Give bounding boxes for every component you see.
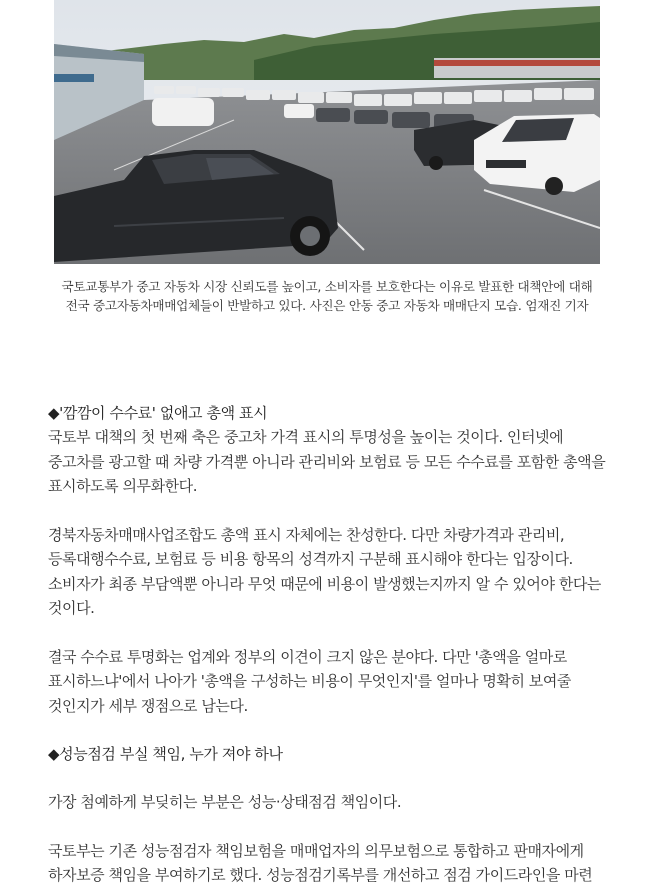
paragraph-4: 가장 첨예하게 부딪히는 부분은 성능·상태점검 책임이다.: [48, 793, 402, 811]
paragraph-5: 국토부는 기존 성능점검자 책임보험을 매매업자의 의무보험으로 통합하고 판매자에게 하자보증 책임을 부여하기로 했다. 성능점검기록부를 개선하고 점검 가이드라인을 마련: [48, 841, 593, 884]
paragraph-3: 결국 수수료 투명화는 업계와 정부의 이견이 크지 않은 분야다. 다만 '총액을 얼마로 표시하느냐'에서 나아가 '총액을 구성하는 비용이 무엇인지'를 얼마나 명확히 보여줄 것인지가 세부 쟁점으로 남는다.: [48, 647, 571, 715]
paragraph-2: 경북자동차매매사업조합도 총액 표시 자체에는 찬성한다. 다만 차량가격과 관리비, 등록대행수수료, 보험료 등 비용 항목의 성격까지 구분해 표시해야 한다는 입장이다. 소비자가 최종 부담액뿐 아니라 무엇 때문에 비용이 발생했는지까지 알 수 있어야 한다는 것이다.: [48, 525, 601, 617]
article-photo: [54, 0, 600, 264]
section-heading-fee: ◆'깜깜이 수수료' 없애고 총액 표시: [48, 404, 268, 422]
parking-lot-photo-icon: [54, 0, 600, 264]
article-body: [48, 401, 610, 888]
photo-caption: 국토교통부가 중고 자동차 시장 신뢰도를 높이고, 소비자를 보호한다는 이유로 발표한 대책안에 대해 전국 중고자동차매매업체들이 반발하고 있다. 사진은 안동 중고 자동차 매매단지 모습. 엄재진 기자: [61, 279, 593, 313]
section-heading-inspection: ◆성능점검 부실 책임, 누가 져야 하나: [48, 745, 283, 763]
paragraph-1: 국토부 대책의 첫 번째 축은 중고차 가격 표시의 투명성을 높이는 것이다. 인터넷에 중고차를 광고할 때 차량 가격뿐 아니라 관리비와 보험료 등 모든 수수료를 포함한 총액을 표시하도록 의무화한다.: [48, 428, 606, 495]
